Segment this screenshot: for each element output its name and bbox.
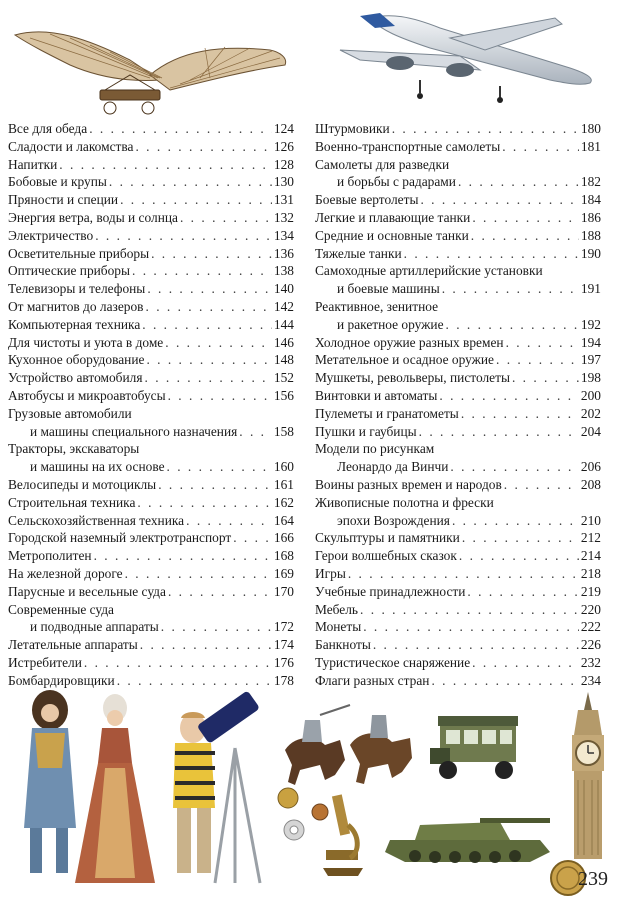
toc-entry-title: Истребители: [8, 655, 82, 670]
toc-entry: [8, 369, 294, 387]
toc-entry: [8, 280, 294, 298]
toc-dot-leader: [442, 280, 579, 298]
boy-telescope-icon: [165, 688, 275, 888]
toc-dot-leader: [147, 280, 272, 298]
toc-entry-page: 132: [273, 210, 294, 225]
toc-entry: [315, 120, 601, 138]
toc-entry-page: 169: [273, 566, 294, 581]
toc-dot-leader: [446, 316, 579, 334]
toc-entry-title: Самоходные артиллерийские установки: [315, 262, 601, 280]
toc-entry-title: Мушкеты, револьверы, пистолеты: [315, 370, 510, 386]
toc-dot-leader: [84, 654, 272, 672]
toc-entry: [8, 351, 294, 369]
toc-dot-leader: [137, 494, 271, 512]
toc-entry: [8, 601, 294, 619]
toc-dot-leader: [392, 120, 579, 138]
toc-dot-leader: [165, 334, 272, 352]
toc-dot-leader: [142, 316, 272, 334]
toc-entry: [315, 423, 601, 441]
toc-entry: [8, 298, 294, 316]
toc-entry-title: Сладости и лакомства: [8, 138, 134, 154]
toc-entry: [315, 173, 601, 191]
toc-entry-page: 124: [273, 121, 294, 136]
toc-entry-page: 194: [580, 334, 601, 350]
toc-dot-leader: [472, 654, 579, 672]
toc-entry: [315, 227, 601, 245]
toc-entry: [8, 512, 294, 530]
toc-entry-page: 140: [273, 281, 294, 297]
toc-entry-title: Электричество: [8, 227, 94, 243]
toc-entry: [8, 334, 294, 352]
toc-entry-title: Тракторы, экскаваторы: [8, 440, 294, 458]
toc-entry-page: 220: [580, 601, 601, 617]
toc-entry-page: 198: [580, 370, 601, 386]
toc-dot-leader: [151, 245, 272, 263]
toc-entry-page: 202: [580, 405, 601, 421]
toc-entry-title: Сельскохозяйственная техника: [8, 512, 185, 528]
toc-entry-title: Монеты: [315, 619, 362, 635]
toc-entry-page: 226: [580, 637, 601, 653]
toc-entry-page: 160: [273, 459, 294, 475]
toc-entry: [8, 583, 294, 601]
toc-entry-page: 184: [580, 192, 601, 208]
toc-entry-title: Летательные аппараты: [8, 637, 138, 653]
toc-entry-title: Бобовые и крупы: [8, 174, 107, 190]
toc-entry: [315, 654, 601, 672]
toc-entry: [8, 173, 294, 191]
toc-dot-leader: [373, 636, 579, 654]
toc-entry: [315, 672, 601, 690]
toc-entry-page: 234: [580, 672, 601, 688]
toc-dot-leader: [186, 512, 272, 530]
toc-entry-title: и боевые машины: [315, 280, 442, 298]
toc-entry: [315, 494, 601, 512]
toc-entry-title: Пулеметы и гранатометы: [315, 405, 459, 421]
toc-dot-leader: [461, 405, 579, 423]
toc-entry-title: эпохи Возрождения: [315, 512, 452, 530]
toc-entry: [8, 245, 294, 263]
toc-entry-page: 188: [580, 227, 601, 243]
toc-entry: [8, 476, 294, 494]
toc-entry-title: Оптические приборы: [8, 263, 131, 279]
toc-dot-leader: [504, 476, 579, 494]
toc-entry: [315, 440, 601, 458]
toc-entry: [8, 565, 294, 583]
big-ben-icon: [558, 690, 618, 860]
toc-entry: [8, 423, 294, 441]
toc-dot-leader: [431, 672, 578, 690]
toc-dot-leader: [496, 351, 579, 369]
toc-entry-title: Средние и основные танки: [315, 227, 469, 243]
toc-entry-page: 138: [273, 263, 294, 279]
toc-entry-page: 206: [580, 459, 601, 475]
toc-entry-title: Воины разных времен и народов: [315, 477, 502, 492]
toc-entry-title: Устройство автомобиля: [8, 370, 143, 386]
toc-entry-page: 148: [273, 352, 294, 368]
toc-entry-page: 162: [273, 494, 294, 510]
toc-entry: [315, 262, 601, 280]
toc-entry-page: 197: [580, 352, 601, 368]
page-number: 239: [578, 868, 608, 890]
toc-dot-leader: [512, 369, 579, 387]
toc-entry: [315, 209, 601, 227]
toc-entry-title: Штурмовики: [315, 121, 390, 136]
tank-icon: [380, 800, 555, 870]
toc-entry-title: Телевизоры и телефоны: [8, 281, 146, 297]
toc-entry-page: 172: [273, 619, 294, 635]
toc-entry: [8, 262, 294, 280]
toc-dot-leader: [450, 458, 579, 476]
toc-entry-title: Мебель: [315, 601, 359, 617]
toc-entry: [315, 547, 601, 565]
toc-entry-page: 186: [580, 210, 601, 225]
toc-entry-title: Пушки и гаубицы: [315, 423, 417, 439]
toc-entry: [315, 316, 601, 334]
toc-entry-page: 190: [580, 245, 601, 261]
toc-dot-leader: [404, 245, 579, 263]
toc-dot-leader: [109, 173, 272, 191]
toc-entry-title: От магнитов до лазеров: [8, 299, 144, 314]
toc-entry: [315, 583, 601, 601]
toc-dot-leader: [125, 565, 272, 583]
toc-entry: [8, 405, 294, 423]
vintage-bus-icon: [428, 708, 533, 783]
toc-entry: [8, 440, 294, 458]
toc-dot-leader: [120, 191, 272, 209]
toc-dot-leader: [180, 209, 272, 227]
toc-entry: [315, 245, 601, 263]
toc-entry: [315, 156, 601, 174]
toc-entry-title: Винтовки и автоматы: [315, 388, 438, 403]
toc-dot-leader: [140, 636, 272, 654]
toc-entry: [315, 636, 601, 654]
toc-dot-leader: [419, 423, 579, 441]
toc-dot-leader: [462, 529, 579, 547]
toc-entry: [8, 156, 294, 174]
toc-entry-page: 136: [273, 245, 294, 261]
toc-entry-title: Игры: [315, 566, 346, 581]
toc-entry-page: 161: [273, 477, 294, 492]
toc-dot-leader: [506, 334, 579, 352]
toc-dot-leader: [135, 138, 271, 156]
toc-entry-title: Реактивное, зенитное: [315, 298, 601, 316]
toc-entry: [315, 138, 601, 156]
toc-entry-title: Банкноты: [315, 637, 371, 653]
toc-entry: [315, 512, 601, 530]
toc-dot-leader: [458, 173, 579, 191]
toc-dot-leader: [89, 120, 272, 138]
toc-entry-title: Метрополитен: [8, 548, 92, 564]
knights-horses-icon: [280, 700, 420, 790]
toc-dot-leader: [145, 369, 272, 387]
toc-entry: [8, 654, 294, 672]
toc-entry-title: Скульптуры и памятники: [315, 530, 460, 546]
toc-entry-title: Велосипеды и мотоциклы: [8, 477, 157, 492]
toc-dot-leader: [459, 547, 579, 565]
toc-entry-title: и ракетное оружие: [315, 316, 446, 334]
toc-entry-page: 158: [273, 423, 294, 439]
toc-entry-title: Бомбардировщики: [8, 672, 115, 688]
toc-entry-page: 204: [580, 423, 601, 439]
toc-entry-title: Метательное и осадное оружие: [315, 352, 495, 368]
toc-entry: [315, 191, 601, 209]
toc-entry: [315, 298, 601, 316]
toc-entry-title: и подводные аппараты: [8, 618, 161, 636]
toc-entry-title: На железной дороге: [8, 566, 123, 581]
toc-dot-leader: [146, 351, 271, 369]
toc-dot-leader: [167, 458, 272, 476]
toc-entry: [315, 529, 601, 547]
toc-entry-title: и борьбы с радарами: [315, 173, 458, 191]
toc-entry: [315, 351, 601, 369]
toc-dot-leader: [239, 423, 272, 441]
toc-entry-page: 142: [273, 299, 294, 314]
toc-entry-page: 192: [580, 316, 601, 332]
toc-entry-page: 180: [580, 121, 601, 136]
toc-entry-title: Энергия ветра, воды и солнца: [8, 210, 178, 225]
toc-entry-title: Леонардо да Винчи: [315, 458, 450, 476]
toc-entry: [8, 316, 294, 334]
toc-dot-leader: [502, 138, 579, 156]
toc-entry: [8, 636, 294, 654]
toc-entry-title: Холодное оружие разных времен: [315, 334, 504, 350]
toc-entry: [315, 458, 601, 476]
toc-entry-page: 219: [580, 583, 601, 599]
toc-entry-title: Городской наземный электротранспорт: [8, 530, 232, 546]
toc-dot-leader: [420, 191, 578, 209]
toc-entry-page: 168: [273, 548, 294, 564]
toc-entry-title: Осветительные приборы: [8, 245, 150, 261]
toc-entry-title: Напитки: [8, 156, 58, 172]
toc-entry-title: Строительная техника: [8, 494, 136, 510]
toc-dot-leader: [132, 262, 272, 280]
toc-entry-title: Самолеты для разведки: [315, 156, 601, 174]
toc-dot-leader: [233, 529, 272, 547]
toc-dot-leader: [363, 618, 579, 636]
toc-entry-page: 178: [273, 672, 294, 688]
toc-entry-title: Живописные полотна и фрески: [315, 494, 601, 512]
toc-entry-title: Учебные принадлежности: [315, 583, 466, 599]
toc-entry-title: Пряности и специи: [8, 192, 119, 208]
toc-dot-leader: [467, 583, 578, 601]
toc-entry: [315, 369, 601, 387]
toc-dot-leader: [146, 298, 272, 316]
toc-entry-page: 152: [273, 370, 294, 386]
toc-entry-page: 218: [580, 566, 601, 581]
toc-entry: [8, 458, 294, 476]
ornithopter-icon: [10, 20, 290, 130]
toc-dot-leader: [94, 547, 272, 565]
toc-entry-page: 126: [273, 138, 294, 154]
toc-dot-leader: [360, 601, 579, 619]
toc-entry-page: 131: [273, 192, 294, 208]
microscope-icon: [318, 790, 368, 880]
toc-entry: [8, 494, 294, 512]
toc-dot-leader: [95, 227, 272, 245]
toc-entry: [8, 120, 294, 138]
toc-entry-page: 200: [580, 388, 601, 403]
toc-entry-page: 156: [273, 388, 294, 403]
toc-entry: [8, 209, 294, 227]
toc-entry-page: 166: [273, 530, 294, 546]
toc-entry-page: 210: [580, 512, 601, 528]
toc-entry: [315, 387, 601, 405]
toc-entry-title: Герои волшебных сказок: [315, 548, 457, 564]
toc-dot-leader: [439, 387, 579, 405]
toc-entry-page: 232: [580, 655, 601, 670]
toc-entry: [8, 191, 294, 209]
toc-dot-leader: [161, 618, 272, 636]
toc-entry-title: Флаги разных стран: [315, 672, 430, 688]
toc-entry-page: 174: [273, 637, 294, 653]
toc-entry-title: Легкие и плавающие танки: [315, 210, 471, 225]
toc-dot-leader: [59, 156, 272, 174]
toc-entry-page: 144: [273, 316, 294, 332]
toc-entry: [315, 476, 601, 494]
toc-entry: [8, 387, 294, 405]
toc-entry-title: Грузовые автомобили: [8, 405, 294, 423]
toc-entry-page: 164: [273, 512, 294, 528]
toc-entry: [315, 405, 601, 423]
toc-entry-page: 208: [580, 477, 601, 492]
toc-entry-title: Кухонное оборудование: [8, 352, 145, 368]
toc-entry: [315, 334, 601, 352]
toc-entry-title: Туристическое снаряжение: [315, 655, 471, 670]
toc-dot-leader: [471, 227, 579, 245]
toc-entry-title: Все для обеда: [8, 121, 88, 136]
toc-dot-leader: [168, 583, 272, 601]
toc-entry-title: Для чистоты и уюта в доме: [8, 334, 164, 350]
toc-dot-leader: [168, 387, 272, 405]
toc-entry-title: Тяжелые танки: [315, 245, 402, 261]
toc-entry-title: Автобусы и микроавтобусы: [8, 388, 166, 403]
toc-entry: [315, 280, 601, 298]
toc-entry-page: 128: [273, 156, 294, 172]
toc-dot-leader: [472, 209, 579, 227]
toc-entry: [8, 138, 294, 156]
toc-entry-page: 181: [580, 138, 601, 154]
toc-entry: [8, 227, 294, 245]
toc-entry: [315, 565, 601, 583]
toc-entry-title: Парусные и весельные суда: [8, 583, 166, 599]
toc-entry-page: 212: [580, 530, 601, 546]
toc-entry: [8, 618, 294, 636]
toc-entry-page: 214: [580, 548, 601, 564]
toc-entry-title: Компьютерная техника: [8, 316, 141, 332]
toc-entry-title: Современные суда: [8, 601, 294, 619]
toc-entry: [315, 601, 601, 619]
toc-dot-leader: [158, 476, 272, 494]
toc-entry-page: 146: [273, 334, 294, 350]
toc-entry-page: 222: [580, 619, 601, 635]
toc-entry-page: 170: [273, 583, 294, 599]
toc-entry-title: Модели по рисункам: [315, 440, 601, 458]
toc-entry-page: 176: [273, 655, 294, 670]
toc-entry: [8, 547, 294, 565]
toc-entry-page: 134: [273, 227, 294, 243]
costume-figures-icon: [10, 688, 160, 888]
toc-entry-title: Боевые вертолеты: [315, 192, 419, 208]
toc-entry-title: Военно-транспортные самолеты: [315, 138, 501, 154]
toc-dot-leader: [348, 565, 579, 583]
toc-entry: [315, 618, 601, 636]
toc-dot-leader: [452, 512, 579, 530]
toc-entry: [8, 529, 294, 547]
toc-entry-title: и машины специального назначения: [8, 423, 239, 441]
airplane-icon: [300, 8, 600, 108]
toc-entry-title: и машины на их основе: [8, 458, 167, 476]
toc-entry-page: 182: [580, 174, 601, 190]
toc-entry-page: 130: [273, 174, 294, 190]
toc-entry-page: 191: [580, 281, 601, 297]
